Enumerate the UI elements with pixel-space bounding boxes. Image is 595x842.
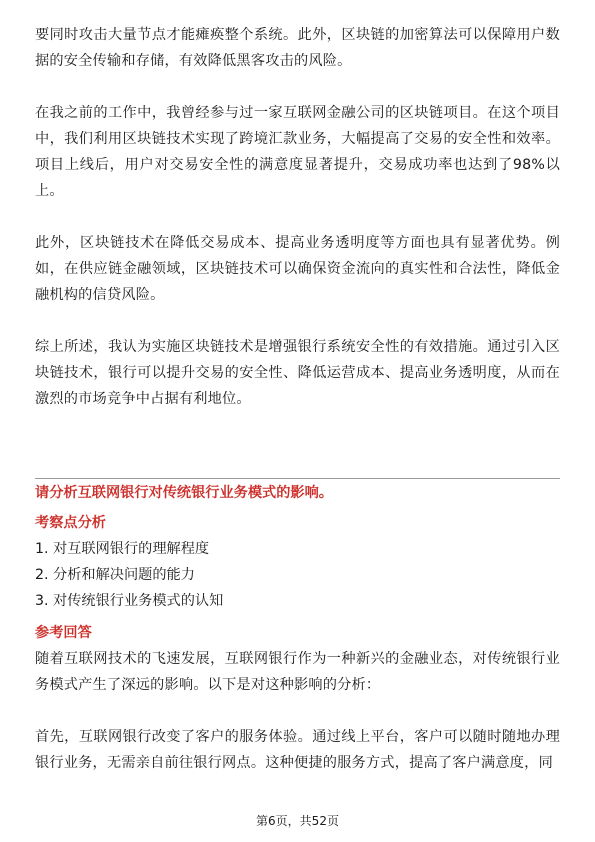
analysis-heading: 考察点分析 bbox=[35, 515, 106, 531]
list-item: 2. 分析和解决问题的能力 bbox=[35, 567, 195, 583]
upper-content bbox=[35, 22, 560, 412]
analysis-list bbox=[35, 536, 560, 614]
section-divider bbox=[35, 478, 560, 479]
list-item: 1. 对互联网银行的理解程度 bbox=[35, 541, 210, 557]
paragraph-advantages: 此外，区块链技术在降低交易成本、提高业务透明度等方面也具有显著优势。例如，在供应链金融领域，区块链技术可以确保资金流向的真实性和合法性，降低金融机构的信贷风险。 bbox=[35, 235, 560, 303]
list-item: 3. 对传统银行业务模式的认知 bbox=[35, 593, 224, 609]
question-title: 请分析互联网银行对传统银行业务模式的影响。 bbox=[35, 485, 333, 501]
answer-intro: 随着互联网技术的飞速发展，互联网银行作为一种新兴的金融业态，对传统银行业务模式产生了深远的影响。以下是对这种影响的分析： bbox=[35, 651, 560, 693]
answer-first-point: 首先，互联网银行改变了客户的服务体验。通过线上平台，客户可以随时随地办理银行业务，无需亲自前往银行网点。这种便捷的服务方式，提高了客户满意度，同 bbox=[35, 729, 560, 771]
paragraph-experience: 在我之前的工作中，我曾经参与过一家互联网金融公司的区块链项目。在这个项目中，我们利用区块链技术实现了跨境汇款业务，大幅提高了交易的安全性和效率。项目上线后，用户对交易安全性的满意度显著提升，交易成功率也达到了98%以上。 bbox=[35, 105, 560, 199]
answer-heading: 参考回答 bbox=[35, 625, 92, 641]
page-indicator: 第6页，共52页 bbox=[256, 814, 339, 828]
paragraph-continuation: 要同时攻击大量节点才能瘫痪整个系统。此外，区块链的加密算法可以保障用户数据的安全传输和存储，有效降低黑客攻击的风险。 bbox=[35, 27, 560, 69]
paragraph-conclusion: 综上所述，我认为实施区块链技术是增强银行系统安全性的有效措施。通过引入区块链技术，银行可以提升交易的安全性、降低运营成本、提高业务透明度，从而在激烈的市场竞争中占据有利地位。 bbox=[35, 339, 560, 407]
lower-content bbox=[35, 512, 560, 776]
